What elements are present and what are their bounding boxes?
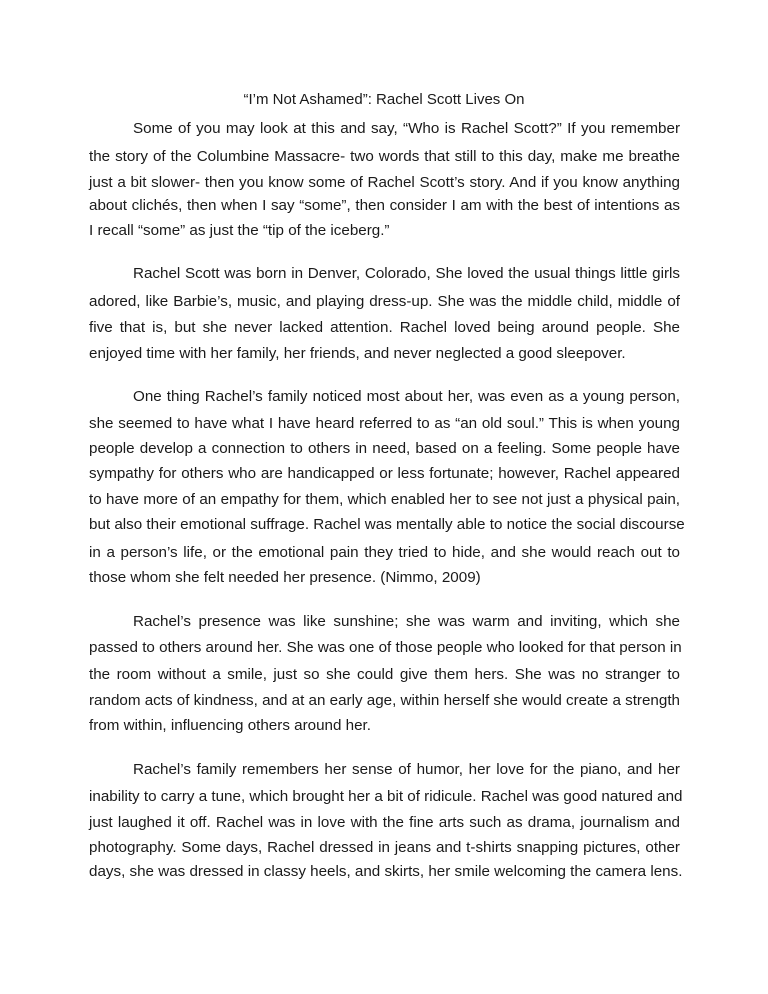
paragraph-4-line: from within, influencing others around her. [89,717,371,734]
paragraph-2-line: enjoyed time with her family, her friends, and never neglected a good sleepover. [89,345,626,362]
paragraph-3-line: but also their emotional suffrage. Rachel was mentally able to notice the social discourse [89,516,685,533]
paragraph-4-line: passed to others around her. She was one of those people who looked for that person in [89,639,682,656]
paragraph-1-line: Some of you may look at this and say, “Who is Rachel Scott?” If you remember [133,120,680,137]
document-title: “I’m Not Ashamed”: Rachel Scott Lives On [243,91,525,108]
paragraph-3-line: sympathy for others who are handicapped or less fortunate; however, Rachel appeared [89,465,680,482]
paragraph-4-line: random acts of kindness, and at an early age, within herself she would create a strength [89,692,680,709]
paragraph-3-line: to have more of an empathy for them, which enabled her to see not just a physical pain, [89,491,680,508]
paragraph-1-line: I recall “some” as just the “tip of the iceberg.” [89,222,390,239]
paragraph-1-line: the story of the Columbine Massacre- two words that still to this day, make me breathe [89,148,680,165]
paragraph-3-line: in a person’s life, or the emotional pain they tried to hide, and she would reach out to [89,544,680,561]
paragraph-3-line: One thing Rachel’s family noticed most about her, was even as a young person, [133,388,680,405]
paragraph-2-line: Rachel Scott was born in Denver, Colorado, She loved the usual things little girls [133,265,680,282]
paragraph-3-line: she seemed to have what I have heard referred to as “an old soul.” This is when young [89,415,680,432]
paragraph-3-line: those whom she felt needed her presence. (Nimmo, 2009) [89,569,481,586]
paragraph-5-line: days, she was dressed in classy heels, and skirts, her smile welcoming the camera lens. [89,863,683,880]
paragraph-1-line: about clichés, then when I say “some”, then consider I am with the best of intentions as [89,197,680,214]
paragraph-4-line: Rachel’s presence was like sunshine; she was warm and inviting, which she [133,613,680,630]
paragraph-5-line: photography. Some days, Rachel dressed in jeans and t-shirts snapping pictures, other [89,839,680,856]
paragraph-4-line: the room without a smile, just so she could give them hers. She was no stranger to [89,666,680,683]
paragraph-5-line: Rachel’s family remembers her sense of humor, her love for the piano, and her [133,761,680,778]
paragraph-2-line: five that is, but she never lacked attention. Rachel loved being around people. She [89,319,680,336]
paragraph-3-line: people develop a connection to others in need, based on a feeling. Some people have [89,440,680,457]
paragraph-2-line: adored, like Barbie’s, music, and playing dress-up. She was the middle child, middle of [89,293,680,310]
paragraph-1-line: just a bit slower- then you know some of Rachel Scott’s story. And if you know anything [89,174,680,191]
paragraph-5-line: just laughed it off. Rachel was in love with the fine arts such as drama, journalism and [89,814,680,831]
paragraph-5-line: inability to carry a tune, which brought her a bit of ridicule. Rachel was good natured and [89,788,683,805]
